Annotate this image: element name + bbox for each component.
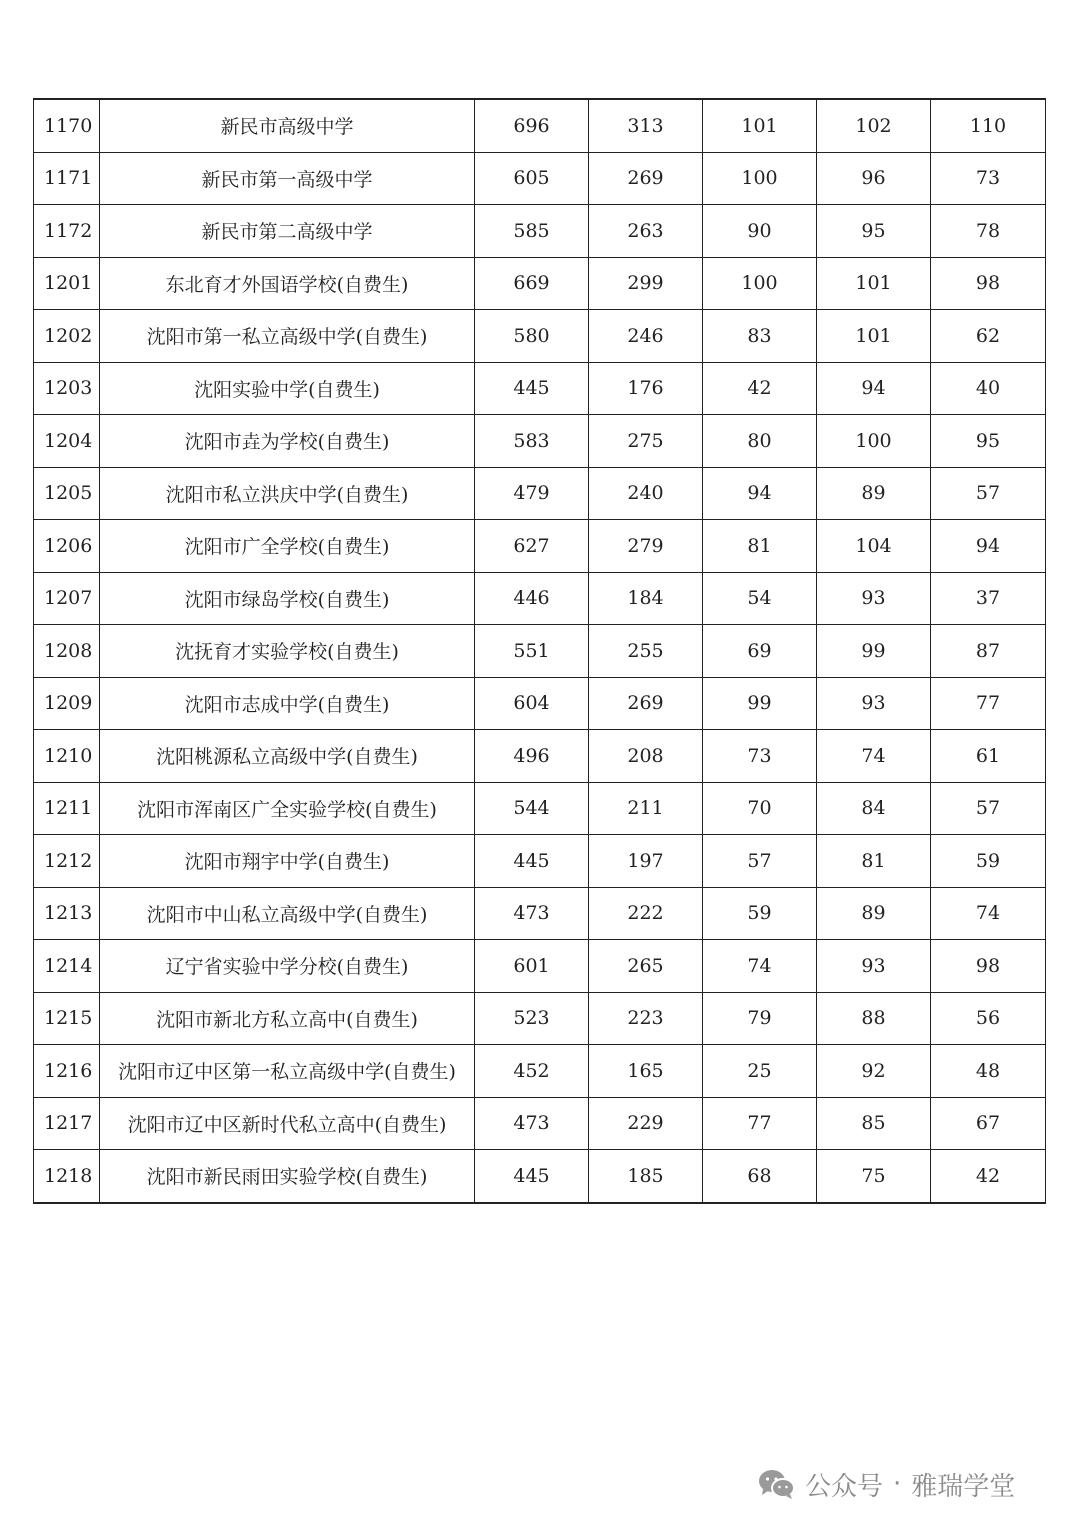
score-cell-5: 42 (931, 1150, 1046, 1203)
table-row (34, 835, 1046, 888)
score-cell-5: 95 (931, 415, 1046, 468)
table-row (34, 362, 1046, 415)
score-cell-2: 223 (589, 992, 703, 1045)
watermark-account-name: 雅瑞学堂 (911, 1471, 1016, 1502)
score-cell-2: 299 (589, 257, 703, 310)
score-cell-4: 96 (817, 152, 931, 205)
table-row (34, 467, 1046, 520)
score-cell-1: 583 (475, 415, 589, 468)
score-cell-1: 669 (475, 257, 589, 310)
table-row (34, 257, 1046, 310)
code-cell: 1212 (34, 835, 100, 888)
score-cell-5: 37 (931, 572, 1046, 625)
score-cell-1: 445 (475, 835, 589, 888)
score-cell-1: 523 (475, 992, 589, 1045)
score-cell-1: 452 (475, 1045, 589, 1098)
score-cell-5: 57 (931, 467, 1046, 520)
score-cell-4: 100 (817, 415, 931, 468)
score-cell-3: 94 (703, 467, 817, 520)
score-cell-3: 73 (703, 730, 817, 783)
code-cell: 1204 (34, 415, 100, 468)
school-name-cell: 东北育才外国语学校(自费生) (100, 257, 475, 310)
score-cell-2: 240 (589, 467, 703, 520)
code-cell: 1171 (34, 152, 100, 205)
wechat-icon (757, 1467, 797, 1501)
score-cell-5: 67 (931, 1097, 1046, 1150)
school-name-cell: 新民市第一高级中学 (100, 152, 475, 205)
code-cell: 1202 (34, 310, 100, 363)
score-cell-2: 211 (589, 782, 703, 835)
score-cell-2: 185 (589, 1150, 703, 1203)
score-cell-3: 42 (703, 362, 817, 415)
score-cell-3: 54 (703, 572, 817, 625)
table-row (34, 1045, 1046, 1098)
school-name-cell: 沈阳实验中学(自费生) (100, 362, 475, 415)
table-row (34, 152, 1046, 205)
school-name-cell: 沈抚育才实验学校(自费生) (100, 625, 475, 678)
score-cell-1: 479 (475, 467, 589, 520)
table-row (34, 415, 1046, 468)
score-cell-4: 95 (817, 205, 931, 258)
score-cell-5: 59 (931, 835, 1046, 888)
table-row (34, 677, 1046, 730)
school-name-cell: 新民市高级中学 (100, 99, 475, 152)
score-table-body (34, 99, 1046, 1203)
school-name-cell: 沈阳市新北方私立高中(自费生) (100, 992, 475, 1045)
school-name-cell: 沈阳市辽中区新时代私立高中(自费生) (100, 1097, 475, 1150)
score-cell-5: 73 (931, 152, 1046, 205)
table-row (34, 1150, 1046, 1203)
code-cell: 1217 (34, 1097, 100, 1150)
school-name-cell: 沈阳市绿岛学校(自费生) (100, 572, 475, 625)
score-cell-5: 57 (931, 782, 1046, 835)
score-cell-4: 104 (817, 520, 931, 573)
score-cell-5: 77 (931, 677, 1046, 730)
score-cell-5: 94 (931, 520, 1046, 573)
score-cell-1: 585 (475, 205, 589, 258)
score-cell-1: 496 (475, 730, 589, 783)
score-cell-3: 59 (703, 887, 817, 940)
score-cell-1: 605 (475, 152, 589, 205)
code-cell: 1203 (34, 362, 100, 415)
score-cell-4: 102 (817, 99, 931, 152)
score-cell-2: 184 (589, 572, 703, 625)
score-cell-1: 551 (475, 625, 589, 678)
score-cell-5: 98 (931, 940, 1046, 993)
score-cell-1: 473 (475, 1097, 589, 1150)
code-cell: 1210 (34, 730, 100, 783)
score-cell-1: 604 (475, 677, 589, 730)
table-row (34, 992, 1046, 1045)
score-cell-3: 100 (703, 257, 817, 310)
score-cell-2: 265 (589, 940, 703, 993)
table-row (34, 625, 1046, 678)
score-cell-3: 68 (703, 1150, 817, 1203)
score-cell-4: 88 (817, 992, 931, 1045)
score-cell-1: 580 (475, 310, 589, 363)
school-name-cell: 新民市第二高级中学 (100, 205, 475, 258)
school-name-cell: 沈阳市翔宇中学(自费生) (100, 835, 475, 888)
score-cell-4: 84 (817, 782, 931, 835)
score-cell-4: 94 (817, 362, 931, 415)
code-cell: 1206 (34, 520, 100, 573)
score-table (33, 98, 1046, 1204)
score-cell-3: 80 (703, 415, 817, 468)
score-cell-3: 70 (703, 782, 817, 835)
score-cell-5: 78 (931, 205, 1046, 258)
score-cell-1: 544 (475, 782, 589, 835)
score-cell-5: 87 (931, 625, 1046, 678)
score-cell-3: 57 (703, 835, 817, 888)
score-cell-4: 93 (817, 572, 931, 625)
score-cell-1: 446 (475, 572, 589, 625)
school-name-cell: 沈阳市中山私立高级中学(自费生) (100, 887, 475, 940)
code-cell: 1214 (34, 940, 100, 993)
score-cell-5: 48 (931, 1045, 1046, 1098)
score-cell-2: 313 (589, 99, 703, 152)
score-cell-2: 229 (589, 1097, 703, 1150)
score-cell-4: 89 (817, 887, 931, 940)
table-row (34, 730, 1046, 783)
code-cell: 1207 (34, 572, 100, 625)
table-row (34, 99, 1046, 152)
school-name-cell: 沈阳市垚为学校(自费生) (100, 415, 475, 468)
table-row (34, 572, 1046, 625)
score-cell-5: 74 (931, 887, 1046, 940)
code-cell: 1209 (34, 677, 100, 730)
code-cell: 1211 (34, 782, 100, 835)
score-cell-2: 165 (589, 1045, 703, 1098)
score-cell-5: 62 (931, 310, 1046, 363)
score-cell-5: 61 (931, 730, 1046, 783)
score-cell-3: 83 (703, 310, 817, 363)
table-row (34, 1097, 1046, 1150)
watermark-prefix: 公众号 (805, 1471, 884, 1502)
score-cell-2: 279 (589, 520, 703, 573)
score-cell-2: 246 (589, 310, 703, 363)
score-cell-3: 25 (703, 1045, 817, 1098)
score-cell-1: 601 (475, 940, 589, 993)
school-name-cell: 沈阳桃源私立高级中学(自费生) (100, 730, 475, 783)
score-cell-4: 99 (817, 625, 931, 678)
code-cell: 1201 (34, 257, 100, 310)
code-cell: 1216 (34, 1045, 100, 1098)
score-cell-1: 696 (475, 99, 589, 152)
score-cell-3: 79 (703, 992, 817, 1045)
score-cell-3: 101 (703, 99, 817, 152)
score-cell-4: 89 (817, 467, 931, 520)
score-cell-4: 93 (817, 940, 931, 993)
score-cell-3: 74 (703, 940, 817, 993)
score-cell-2: 269 (589, 677, 703, 730)
score-cell-3: 100 (703, 152, 817, 205)
code-cell: 1213 (34, 887, 100, 940)
score-cell-3: 77 (703, 1097, 817, 1150)
score-cell-1: 445 (475, 1150, 589, 1203)
school-name-cell: 沈阳市第一私立高级中学(自费生) (100, 310, 475, 363)
score-cell-3: 81 (703, 520, 817, 573)
score-cell-4: 74 (817, 730, 931, 783)
table-row (34, 940, 1046, 993)
watermark-separator: · (893, 1469, 902, 1499)
watermark (757, 1462, 1015, 1506)
score-cell-4: 92 (817, 1045, 931, 1098)
score-table-container (33, 98, 1045, 1204)
school-name-cell: 沈阳市浑南区广全实验学校(自费生) (100, 782, 475, 835)
score-cell-4: 101 (817, 310, 931, 363)
score-cell-2: 176 (589, 362, 703, 415)
score-cell-5: 98 (931, 257, 1046, 310)
code-cell: 1205 (34, 467, 100, 520)
code-cell: 1170 (34, 99, 100, 152)
score-cell-4: 101 (817, 257, 931, 310)
code-cell: 1215 (34, 992, 100, 1045)
score-cell-5: 110 (931, 99, 1046, 152)
school-name-cell: 沈阳市辽中区第一私立高级中学(自费生) (100, 1045, 475, 1098)
score-cell-4: 75 (817, 1150, 931, 1203)
score-cell-4: 85 (817, 1097, 931, 1150)
score-cell-3: 69 (703, 625, 817, 678)
code-cell: 1218 (34, 1150, 100, 1203)
score-cell-2: 222 (589, 887, 703, 940)
score-cell-2: 263 (589, 205, 703, 258)
table-row (34, 782, 1046, 835)
score-cell-1: 627 (475, 520, 589, 573)
code-cell: 1208 (34, 625, 100, 678)
score-cell-3: 90 (703, 205, 817, 258)
score-cell-5: 56 (931, 992, 1046, 1045)
score-cell-2: 255 (589, 625, 703, 678)
score-cell-2: 197 (589, 835, 703, 888)
school-name-cell: 沈阳市广全学校(自费生) (100, 520, 475, 573)
school-name-cell: 沈阳市新民雨田实验学校(自费生) (100, 1150, 475, 1203)
score-cell-2: 208 (589, 730, 703, 783)
table-row (34, 205, 1046, 258)
school-name-cell: 沈阳市志成中学(自费生) (100, 677, 475, 730)
score-cell-3: 99 (703, 677, 817, 730)
score-cell-4: 93 (817, 677, 931, 730)
score-cell-5: 40 (931, 362, 1046, 415)
school-name-cell: 辽宁省实验中学分校(自费生) (100, 940, 475, 993)
score-cell-2: 275 (589, 415, 703, 468)
code-cell: 1172 (34, 205, 100, 258)
score-cell-1: 445 (475, 362, 589, 415)
score-cell-4: 81 (817, 835, 931, 888)
table-row (34, 310, 1046, 363)
score-cell-1: 473 (475, 887, 589, 940)
school-name-cell: 沈阳市私立洪庆中学(自费生) (100, 467, 475, 520)
score-cell-2: 269 (589, 152, 703, 205)
table-row (34, 887, 1046, 940)
table-row (34, 520, 1046, 573)
